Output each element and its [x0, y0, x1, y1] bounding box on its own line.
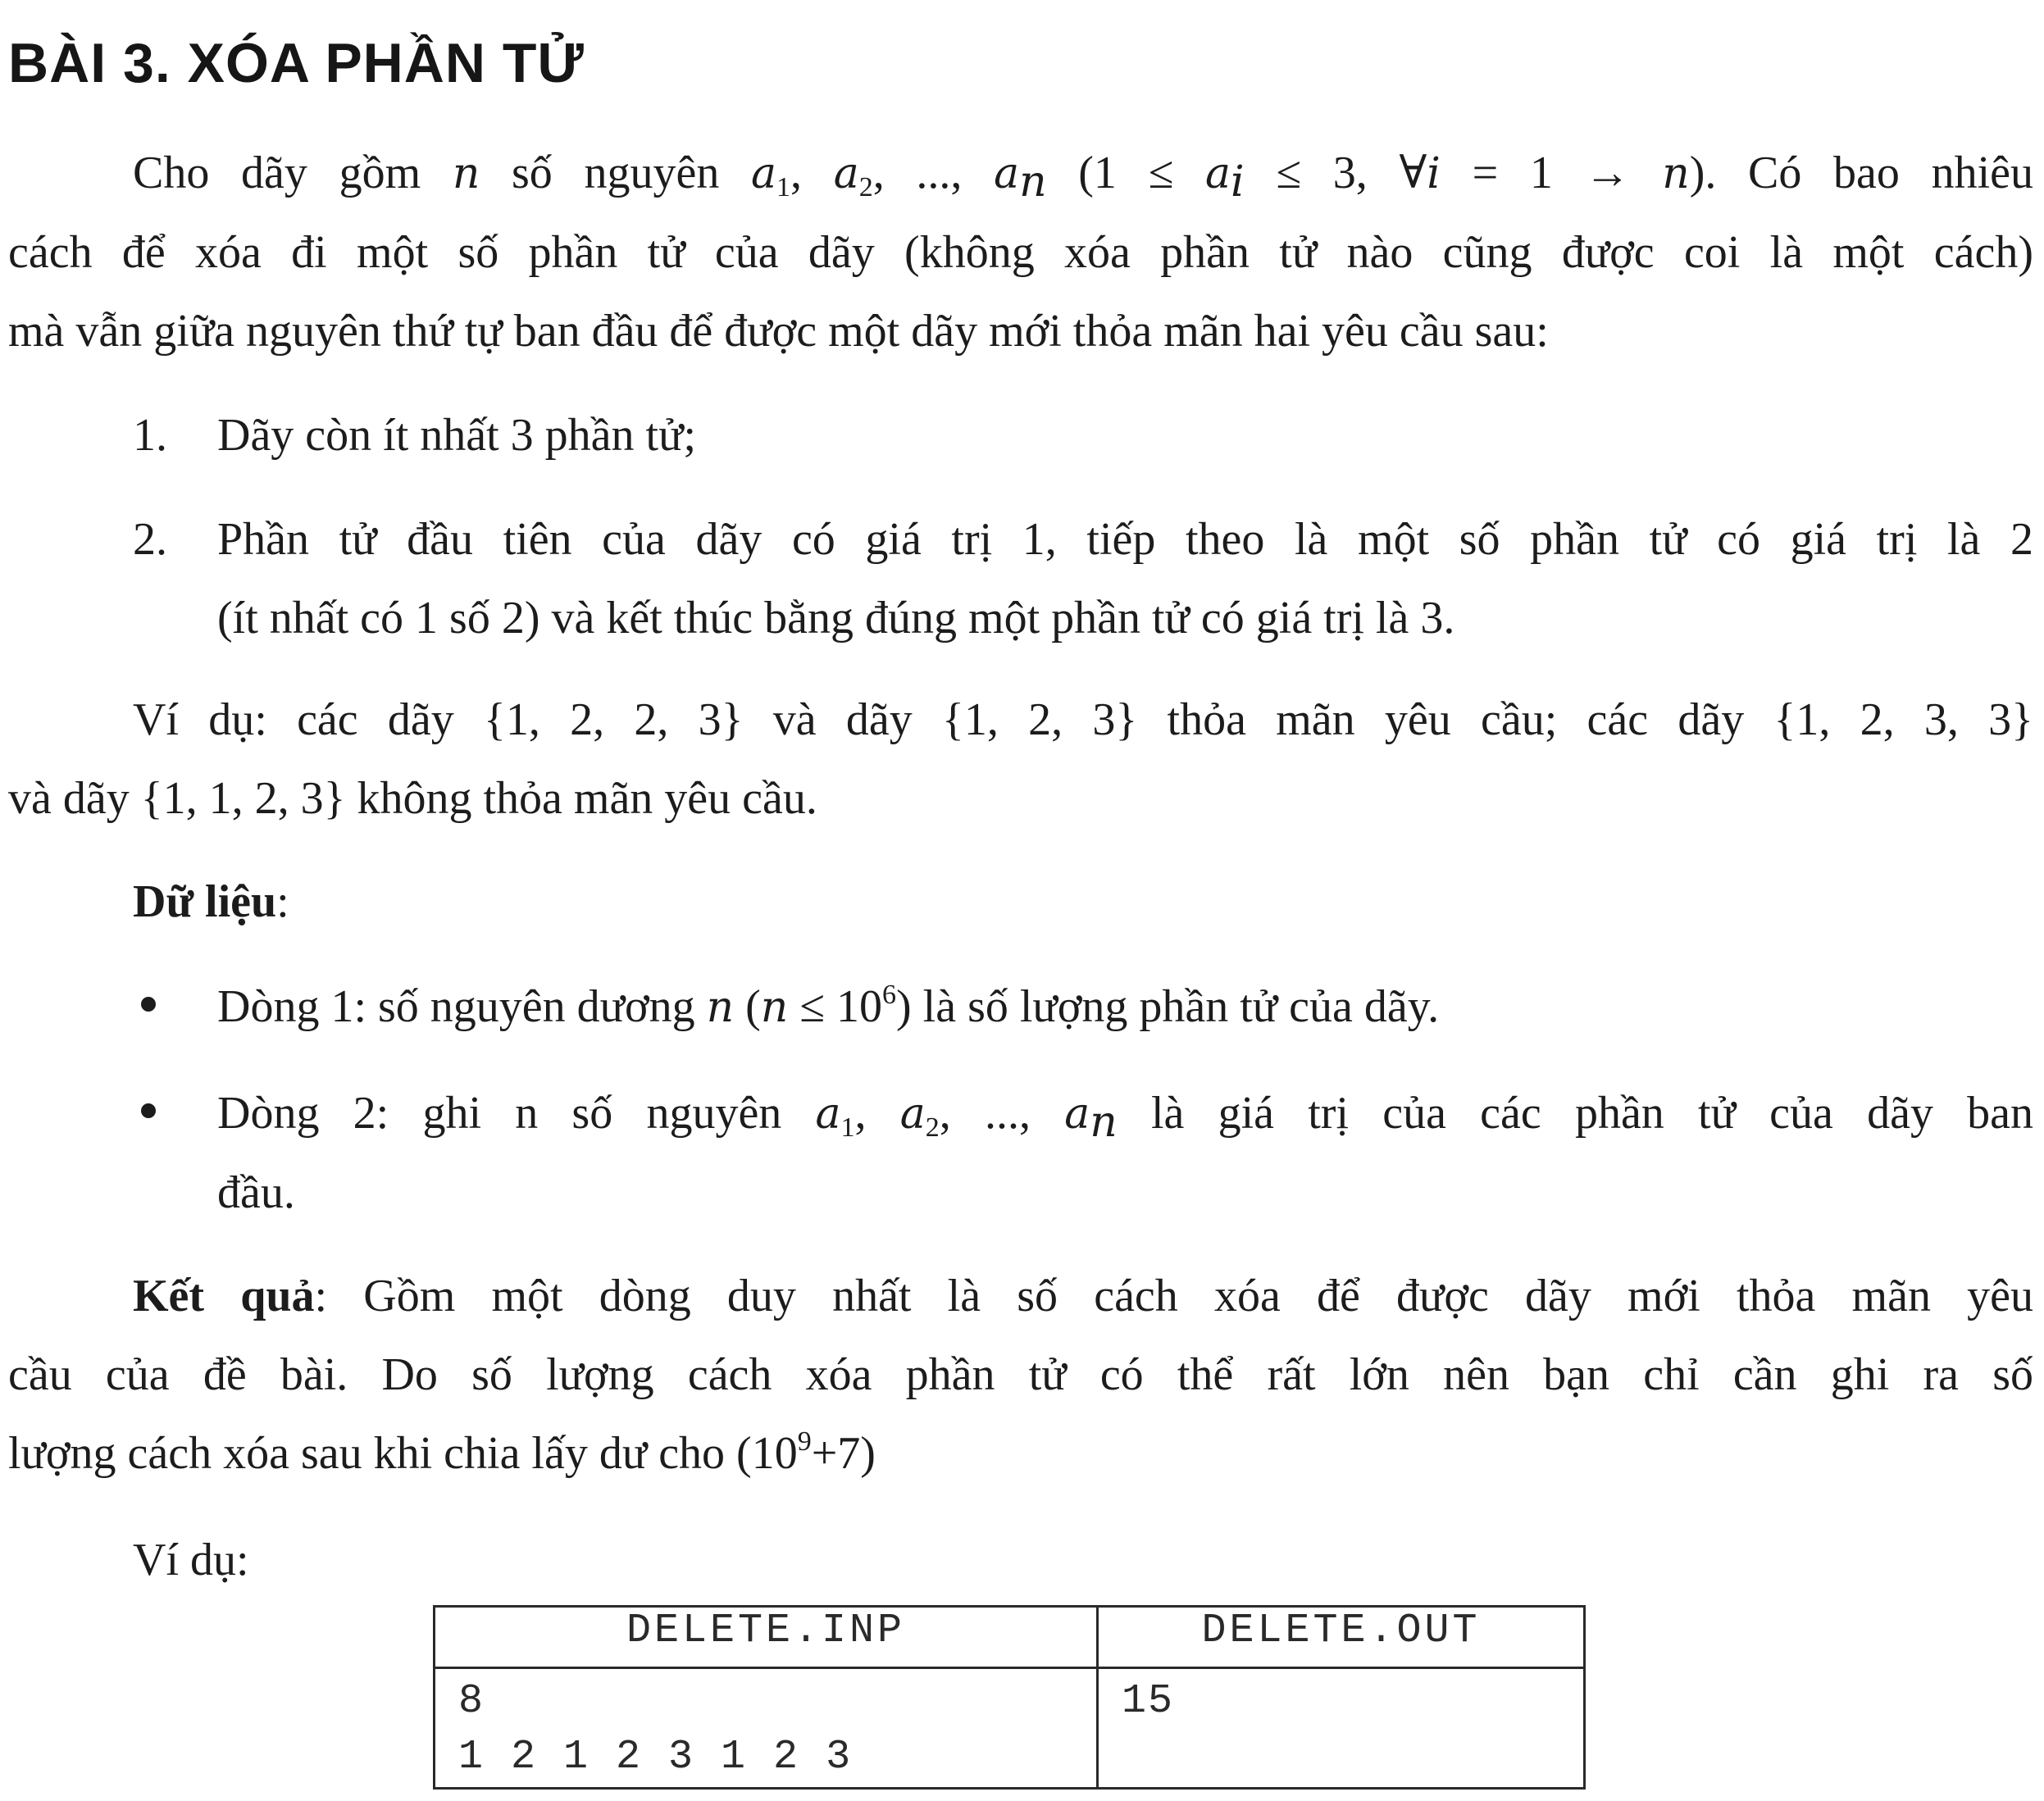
example-label: Ví dụ: [133, 1535, 249, 1585]
output-line-1: 15 [1122, 1678, 1175, 1725]
bullet-icon [141, 997, 156, 1012]
requirement-text: (ít nhất có 1 số 2) và kết thúc bằng đúng một phần tử có giá trị là 3. [217, 593, 1455, 644]
intro-line-2: cách để xóa đi một số phần tử của dãy (không xóa phần tử nào cũng được coi là một cách) [8, 227, 2033, 278]
input-cell [435, 1668, 1098, 1789]
requirement-item-2 [133, 500, 2033, 657]
input-line-1: 8 [458, 1678, 485, 1725]
result-paragraph [8, 1257, 2033, 1493]
result-line-2: cầu của đề bài. Do số lượng cách xóa phần tử có thể rất lớn nên bạn chỉ cần ghi ra số [8, 1349, 2033, 1400]
data-line-2-cont: đầu. [217, 1167, 295, 1218]
problem-title: BÀI 3. XÓA PHẦN TỬ [8, 32, 585, 94]
example-paragraph [8, 680, 2033, 838]
result-line-3: lượng cách xóa sau khi chia lấy dư cho $(10^9+7)$ [8, 1426, 876, 1479]
list-number: 2. [133, 514, 167, 565]
data-heading: Dữ liệu: [133, 876, 289, 927]
requirement-text: Dãy còn ít nhất 3 phần tử; [217, 410, 697, 461]
data-line-1: Dòng 1: số nguyên dương n $(n \le 10^6)$ là số lượng phần tử của dãy. [217, 980, 1440, 1032]
table-row [435, 1668, 1585, 1789]
intro-line-3: mà vẫn giữa nguyên thứ tự ban đầu để được một dãy mới thỏa mãn hai yêu cầu sau: [8, 306, 1549, 357]
table-header-row [435, 1607, 1585, 1668]
data-line-2: Dòng 2: ghi n số nguyên $a_1$, $a_2$, ..., $a_n$ là giá trị của các phần tử của dãy ban [217, 1088, 2034, 1147]
result-line-1: Kết quả: Gồm một dòng duy nhất là số cách xóa để được dãy mới thỏa mãn yêu [133, 1271, 2033, 1321]
example-line-1: Ví dụ: các dãy {1, 2, 2, 3} và dãy {1, 2, 3} thỏa mãn yêu cầu; các dãy {1, 2, 3, 3} [133, 694, 2033, 745]
sample-io-table [433, 1605, 1586, 1790]
data-item-1 [133, 967, 2033, 1047]
requirement-item-1 [133, 396, 2033, 475]
input-line-2: 1 2 1 2 3 1 2 3 [458, 1734, 853, 1781]
list-number: 1. [133, 410, 167, 461]
output-file-header: DELETE.OUT [1098, 1607, 1585, 1668]
intro-line-1: Cho dãy gồm n số nguyên $a_1$, $a_2$, ..., $a_n$ ($1 \le a_i \le 3$, ∀i = 1 → n). Có bao nhiêu [133, 148, 2034, 207]
intro-paragraph [8, 134, 2033, 371]
example-line-2: và dãy {1, 1, 2, 3} không thỏa mãn yêu cầu. [8, 773, 817, 824]
output-cell [1098, 1668, 1585, 1789]
requirement-text: Phần tử đầu tiên của dãy có giá trị 1, tiếp theo là một số phần tử có giá trị là 2 [217, 514, 2033, 565]
bullet-icon [141, 1103, 156, 1118]
data-item-2 [133, 1074, 2033, 1232]
input-file-header: DELETE.INP [435, 1607, 1098, 1668]
